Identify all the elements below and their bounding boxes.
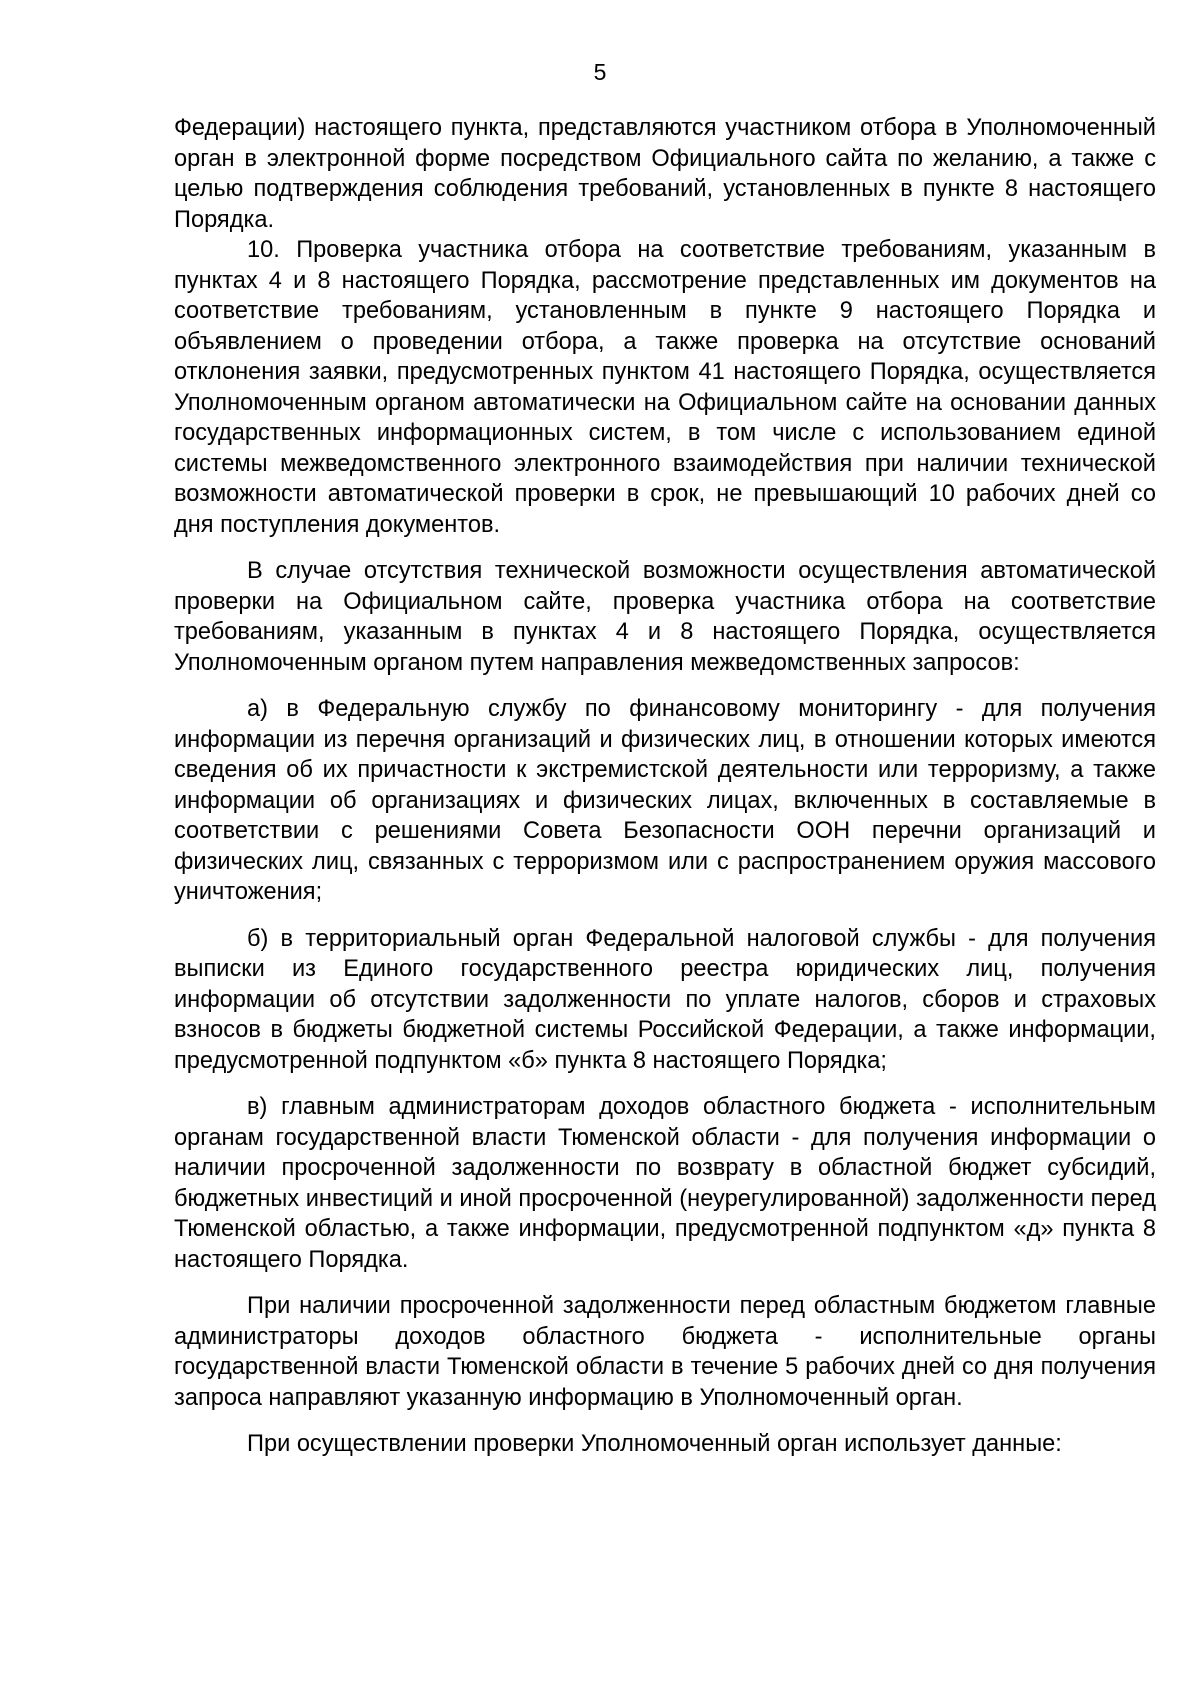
document-body: [174, 113, 1156, 1460]
paragraph-continuation: Федерации) настоящего пункта, представляются участником отбора в Уполномоченный орган в электронной форме посредством Официального сайта по желанию, а также с целью подтверждения соблюдения требований, установленных в пункте 8 настоящего Порядка.: [174, 115, 1156, 233]
paragraph-subitem-v: в) главным администраторам доходов областного бюджета - исполнительным органам государственной власти Тюменской области - для получения информации о наличии просроченной задолженности по возврату в областной бюджет субсидий, бюджетных инвестиций и иной просроченной (неурегулированной) задолженности перед Тюменской областью, а также информации, предусмотренной подпунктом «д» пункта 8 настоящего Порядка.: [174, 1094, 1156, 1273]
paragraph-item-10: 10. Проверка участника отбора на соответствие требованиям, указанным в пунктах 4 и 8 настоящего Порядка, рассмотрение представленных им документов на соответствие требованиям, установленным в пункте 9 настоящего Порядка и объявлением о проведении отбора, а также проверка на отсутствие оснований отклонения заявки, предусмотренных пунктом 41 настоящего Порядка, осуществляется Уполномоченным органом автоматически на Официальном сайте на основании данных государственных информационных систем, в том числе с использованием единой системы межведомственного электронного взаимодействия при наличии технической возможности автоматической проверки в срок, не превышающий 10 рабочих дней со дня поступления документов.: [174, 237, 1156, 538]
paragraph-no-auto-check: В случае отсутствия технической возможности осуществления автоматической проверки на Официальном сайте, проверка участника отбора на соответствие требованиям, указанным в пунктах 4 и 8 настоящего Порядка, осуществляется Уполномоченным органом путем направления межведомственных запросов:: [174, 558, 1156, 676]
paragraph-subitem-a: а) в Федеральную службу по финансовому мониторингу - для получения информации из перечня организаций и физических лиц, в отношении которых имеются сведения об их причастности к экстремистской деятельности или терроризму, а также информации об организациях и физических лицах, включенных в составляемые в соответствии с решениями Совета Безопасности ООН перечни организаций и физических лиц, связанных с терроризмом или с распространением оружия массового уничтожения;: [174, 696, 1156, 905]
paragraph-check-data: При осуществлении проверки Уполномоченный орган использует данные:: [247, 1431, 1062, 1457]
paragraph-subitem-b: б) в территориальный орган Федеральной налоговой службы - для получения выписки из Единого государственного реестра юридических лиц, получения информации об отсутствии задолженности по уплате налогов, сборов и страховых взносов в бюджеты бюджетной системы Российской Федерации, а также информации, предусмотренной подпунктом «б» пункта 8 настоящего Порядка;: [174, 925, 1156, 1074]
page-number: 5: [593, 59, 607, 85]
paragraph-overdue-debt: При наличии просроченной задолженности перед областным бюджетом главные администраторы доходов областного бюджета - исполнительные органы государственной власти Тюменской области в течение 5 рабочих дней со дня получения запроса направляют указанную информацию в Уполномоченный орган.: [174, 1293, 1156, 1411]
